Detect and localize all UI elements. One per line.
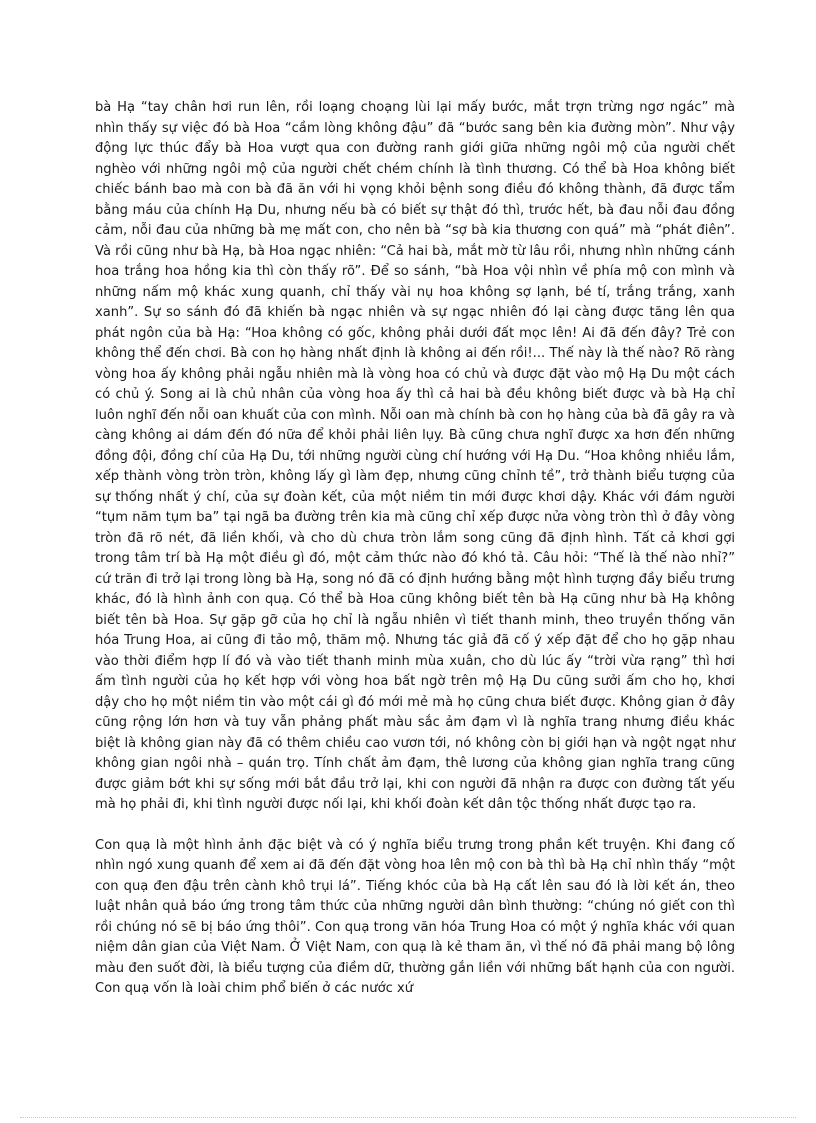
page-footer-divider [20, 1117, 796, 1118]
document-body [95, 98, 735, 1000]
paragraph-2: Con quạ là một hình ảnh đặc biệt và có ý nghĩa biểu trưng trong phần kết truyện. Khi đang cố nhìn ngó xung quanh để xem ai đã đến đặt vòng hoa lên mộ con bà thì bà Hạ chỉ nhìn thấy “một con quạ đen đậu trên cành khô trụi lá”. Tiếng khóc của bà Hạ cất lên sau đó là lời kết án, theo luật nhân quả báo ứng trong tâm thức của những người dân bình thường: “chúng nó giết con thì rồi chúng nó sẽ bị báo ứng thôi”. Con quạ trong văn hóa Trung Hoa có một ý nghĩa khác với quan niệm dân gian của Việt Nam. Ở Việt Nam, con quạ là kẻ tham ăn, vì thế nó đã phải mang bộ lông màu đen suốt đời, là biểu tượng của điềm dữ, thường gắn liền với những bất hạnh của con người. Con quạ vốn là loài chim phổ biến ở các nước xứ [95, 837, 735, 996]
paragraph-1: bà Hạ “tay chân hơi run lên, rồi loạng choạng lùi lại mấy bước, mắt trợn trừng ngơ ngác” mà nhìn thấy sự việc đó bà Hoa “cầm lòng không đậu” đã “bước sang bên kia đường mòn”. Như vậy động lực thúc đẩy bà Hoa vượt qua con đường ranh giới giữa những ngôi mộ của người chết nghèo với những ngôi mộ của người chết chém chính là tình thương. Có thể bà Hoa không biết chiếc bánh bao mà con bà đã ăn với hi vọng khỏi bệnh song điều đó không thành, đã được tẩm bằng máu của chính Hạ Du, nhưng nếu bà có biết sự thật đó thì, trước hết, bà đau nỗi đau đồng cảm, nỗi đau của những bà mẹ mất con, cho nên bà “sợ bà kia thương con quá” mà “phát điên”. Và rồi cũng như bà Hạ, bà Hoa ngạc nhiên: “Cả hai bà, mắt mờ từ lâu rồi, nhưng nhìn những cánh hoa trắng hoa hồng kia thì còn thấy rõ”. Để so sánh, “bà Hoa vội nhìn về phía mộ con mình và những nấm mộ khác xung quanh, chỉ thấy vài nụ hoa không sợ lạnh, bé tí, trắng trắng, xanh xanh”. Sự so sánh đó đã khiến bà ngạc nhiên và sự ngạc nhiên đó lại càng được tăng lên qua phát ngôn của bà Hạ: “Hoa không có gốc, không phải dưới đất mọc lên! Ai đã đến đây? Trẻ con không thể đến chơi. Bà con họ hàng nhất định là không ai đến rồi!... Thế này là thế nào? Rõ ràng vòng hoa ấy không phải ngẫu nhiên mà là vòng hoa có chủ và được đặt vào mộ Hạ Du một cách có chủ ý. Song ai là chủ nhân của vòng hoa ấy thì cả hai bà đều không biết được và bà Hạ chỉ luôn nghĩ đến nỗi oan khuất của con mình. Nỗi oan mà chính bà con họ hàng của bà đã gây ra và càng không ai dám đến đó nữa để khỏi phải liên lụy. Bà cũng chưa nghĩ được xa hơn đến những đồng đội, đồng chí của Hạ Du, tới những người cùng chí hướng với Hạ Du. “Hoa không nhiều lắm, xếp thành vòng tròn tròn, không lấy gì làm đẹp, nhưng cũng chỉnh tề”, trở thành biểu tượng của sự thống nhất ý chí, của sự đoàn kết, của một niềm tin mới được khơi dậy. Khác với đám người “tụm năm tụm ba” tại ngã ba đường trên kia mà cũng chỉ xếp được nửa vòng tròn thì ở đây vòng tròn đã rõ nét, đã liền khối, và cho dù chưa tròn lắm song cũng đã định hình. Tất cả khơi gợi trong tâm trí bà Hạ một điều gì đó, một cảm thức nào đó khó tả. Câu hỏi: “Thế là thế nào nhỉ?” cứ trăn đi trở lại trong lòng bà Hạ, song nó đã có định hướng bằng một hình tượng đầy biểu trưng khác, đó là hình ảnh con quạ. Có thể bà Hoa cũng không biết tên bà Hạ cũng như bà Hạ không biết tên bà Hoa. Sự gặp gỡ của họ chỉ là ngẫu nhiên vì tiết thanh minh, theo truyền thống văn hóa Trung Hoa, ai cũng đi tảo mộ, thăm mộ. Nhưng tác giả đã cố ý xếp đặt để cho họ gặp nhau vào thời điểm hợp lí đó và vào tiết thanh minh mùa xuân, cho dù lúc ấy “trời vừa rạng” thì hơi ấm tình người của họ kết hợp với vòng hoa bất ngờ trên mộ Hạ Du cũng sưởi ấm cho họ, khơi dậy cho họ một niềm tin vào một cái gì đó mới mẻ mà họ cũng chưa biết được. Không gian ở đây cũng rộng lớn hơn và tuy vẫn phảng phất màu sắc ảm đạm vì là nghĩa trang nhưng điều khác biệt là không gian này đã có thêm chiều cao vươn tới, nó không còn bị giới hạn và ngột ngạt như không gian ngôi nhà – quán trọ. Tính chất ảm đạm, thê lương của không gian nghĩa trang cũng được giảm bớt khi sự sống mới bắt đầu trở lại, khi con người đã nhận ra được con đường tất yếu mà họ phải đi, khi tình người được nối lại, khi khối đoàn kết dân tộc thống nhất được tạo ra. [95, 100, 735, 812]
